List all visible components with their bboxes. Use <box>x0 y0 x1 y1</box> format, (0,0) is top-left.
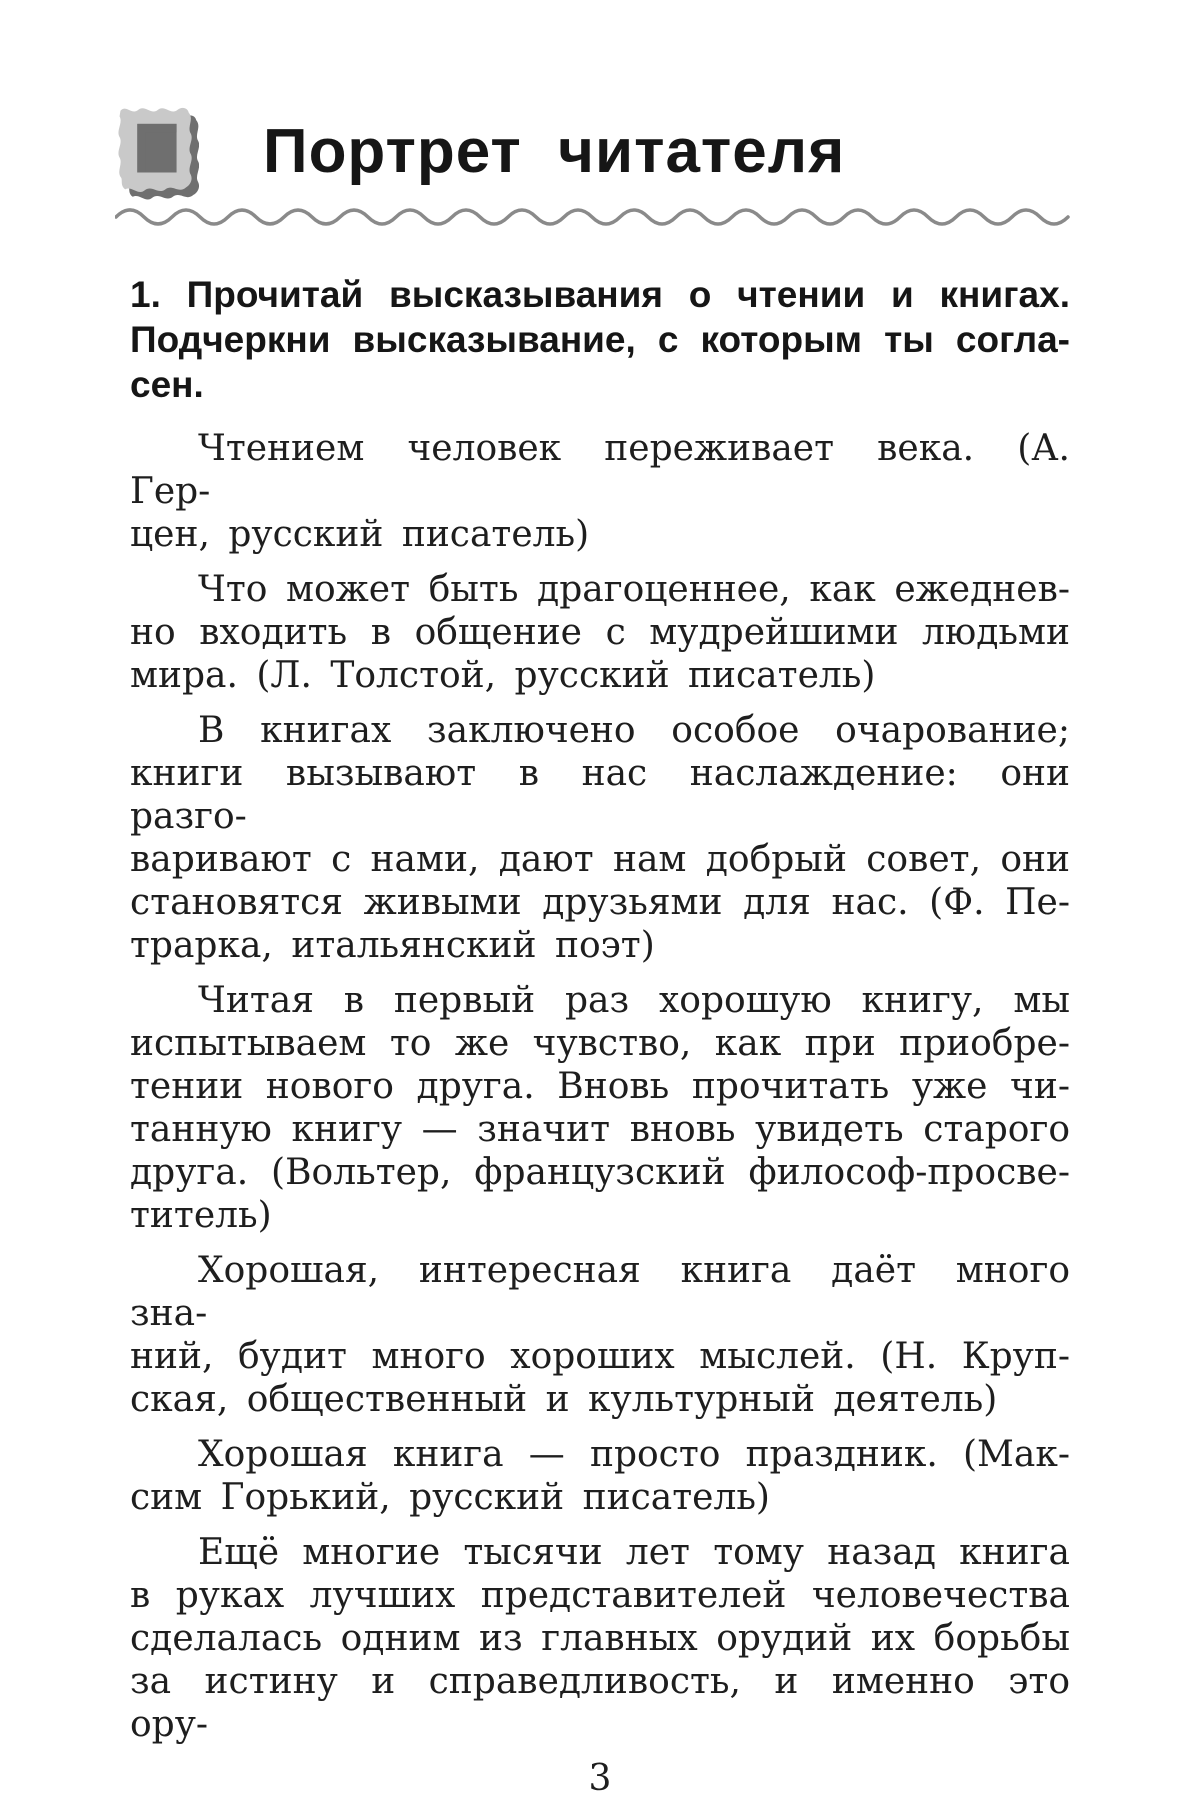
quote-paragraph <box>130 1433 1070 1519</box>
quote-line: Чтением человек переживает века. (А. Гер- <box>130 428 1070 512</box>
quote-line: ний, будит много хороших мыслей. (Н. Круп- <box>130 1336 1070 1377</box>
quote-line: В книгах заключено особое очарование; <box>198 710 1070 751</box>
exercise-line: Подчеркни высказывание, с которым ты согла- <box>130 319 1070 360</box>
quote-line: мира. (Л. Толстой, русский писатель) <box>130 655 876 696</box>
picture-frame-icon <box>113 100 199 202</box>
quote-line: цен, русский писатель) <box>130 514 590 555</box>
quote-line: но входить в общение с мудрейшими людьми <box>130 612 1070 653</box>
quote-line: Хорошая, интересная книга даёт много зна- <box>130 1250 1070 1334</box>
quote-line: сделалась одним из главных орудий их борьбы <box>130 1618 1070 1659</box>
quote-line: друга. (Вольтер, французский философ-просве- <box>130 1152 1070 1193</box>
quote-line: становятся живыми друзьями для нас. (Ф. Пе- <box>130 882 1070 923</box>
page-number: 3 <box>588 1758 612 1799</box>
quote-paragraph <box>130 427 1070 556</box>
quote-line: Ещё многие тысячи лет тому назад книга <box>198 1532 1070 1573</box>
quote-line: в руках лучших представителей человечества <box>130 1575 1070 1616</box>
quote-paragraph <box>130 979 1070 1237</box>
quote-line: тении нового друга. Вновь прочитать уже чи- <box>130 1066 1070 1107</box>
quote-paragraph <box>130 709 1070 967</box>
quote-line: Читая в первый раз хорошую книгу, мы <box>198 980 1070 1021</box>
quote-line: Что может быть драгоценнее, как ежеднев- <box>198 569 1070 610</box>
wavy-divider <box>115 204 1070 228</box>
quote-line: варивают с нами, дают нам добрый совет, они <box>130 839 1070 880</box>
quote-line: танную книгу — значит вновь увидеть старого <box>130 1109 1070 1150</box>
exercise-instruction <box>130 272 1070 407</box>
chapter-header <box>113 100 1070 202</box>
quote-line: за истину и справедливость, и именно это ору- <box>130 1661 1070 1745</box>
exercise-line: 1. Прочитай высказывания о чтении и книгах. <box>130 274 1070 315</box>
quote-line: ская, общественный и культурный деятель) <box>130 1379 998 1420</box>
quote-line: трарка, итальянский поэт) <box>130 925 655 966</box>
quote-paragraph <box>130 1249 1070 1421</box>
quote-paragraph <box>130 1531 1070 1746</box>
quote-line: книги вызывают в нас наслаждение: они разго- <box>130 753 1070 837</box>
quote-line: сим Горький, русский писатель) <box>130 1477 770 1518</box>
quote-line: Хорошая книга — просто праздник. (Мак- <box>198 1434 1070 1475</box>
quote-line: титель) <box>130 1195 272 1236</box>
exercise-line: сен. <box>130 364 204 405</box>
quote-line: испытываем то же чувство, как при приобре- <box>130 1023 1070 1064</box>
quote-paragraph <box>130 568 1070 697</box>
chapter-title: Портрет читателя <box>263 116 846 186</box>
quotes-section <box>130 427 1070 1746</box>
